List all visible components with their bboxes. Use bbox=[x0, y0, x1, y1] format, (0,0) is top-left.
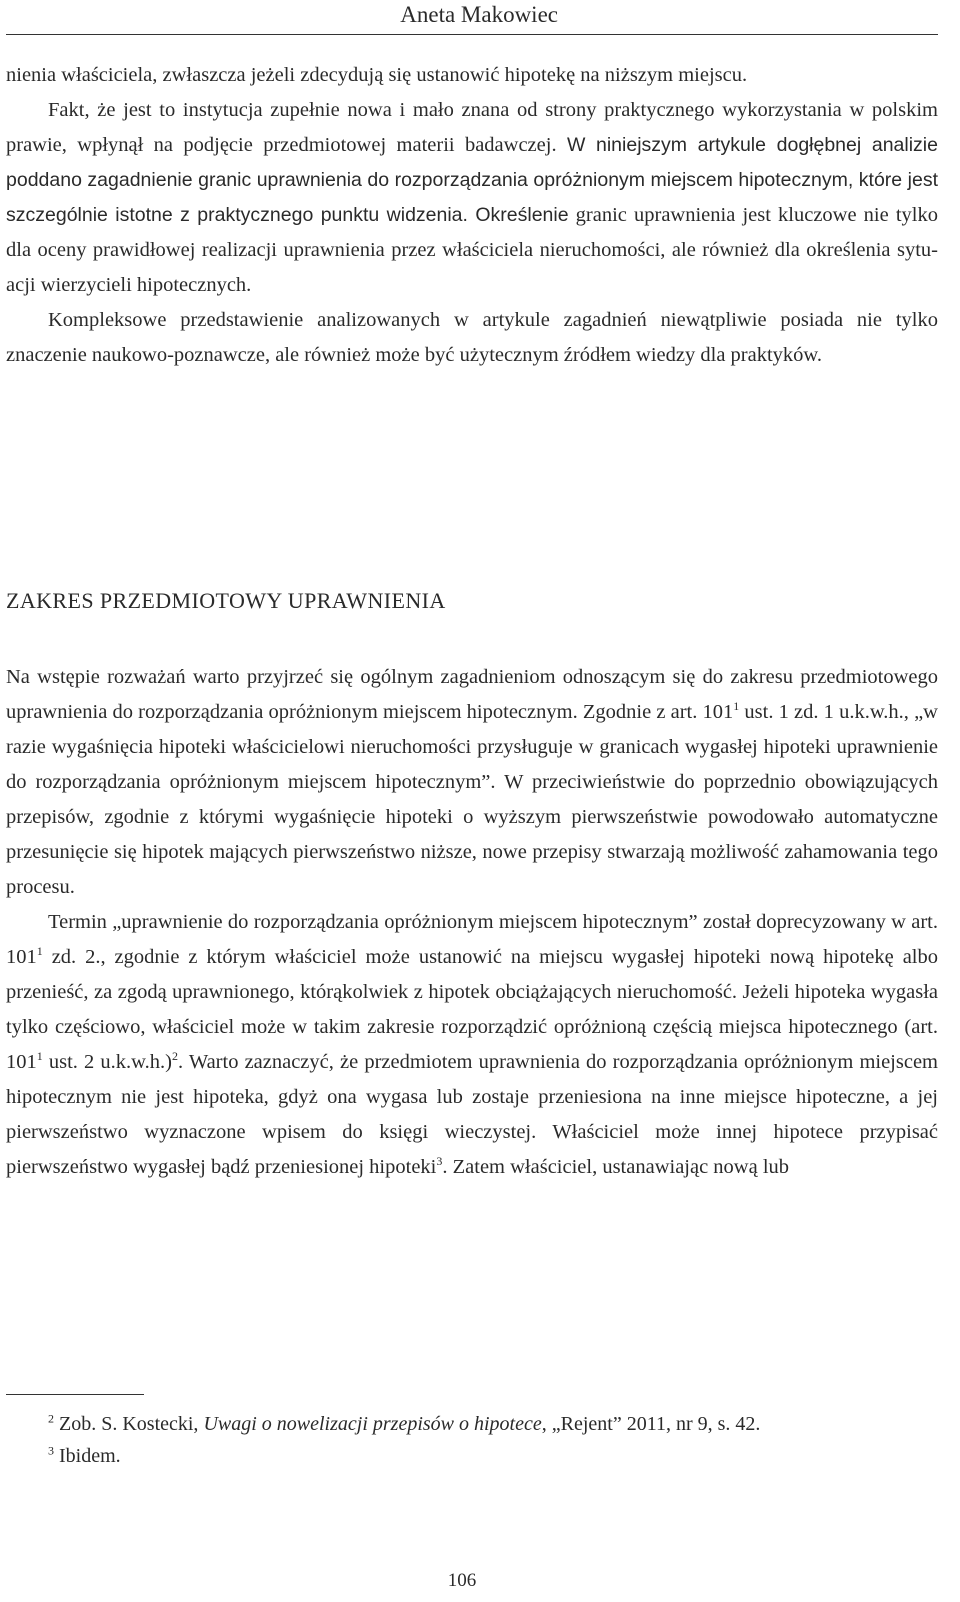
paragraph-4 bbox=[6, 660, 938, 905]
intro-text bbox=[6, 58, 938, 373]
footnote-2-number: 2 bbox=[48, 1411, 54, 1426]
section-heading: ZAKRES PRZEDMIOTOWY UPRAWNIENIA bbox=[6, 588, 446, 613]
paragraph-3: Kompleksowe przedstawienie analizowanych w artykule zagadnień niewątpliwie posiada nie tylko znaczenie naukowo-poznawcze, ale również może być użytecznym źródłem wiedzy dla praktyków. bbox=[6, 309, 938, 366]
paragraph-5-part-1: Termin „uprawnienie do rozporządzania opróżnionym miejscem hipotecznym” został doprecyzowany w art. 101 bbox=[6, 911, 938, 968]
paragraph-5-part-5: . Zatem właściciel, ustanawiając nową lub bbox=[442, 1156, 790, 1178]
paragraph-5-part-2: zd. 2., zgodnie z którym właściciel może ustanowić na miejscu wygasłej hipoteki nową hipotekę albo przenieść, za zgodą uprawnionego, którąkolwiek z hipotek obciążających nieruchomość. Jeżeli hipoteka wygasła tylko częściowo, właściciel może w takim zakresie rozporządzić opróżnioną częścią miejsca hipotecznego (art. 101 bbox=[6, 946, 938, 1073]
paragraph-1: nienia właściciela, zwłaszcza jeżeli zdecydują się ustanowić hipotekę na niższym miejscu. bbox=[6, 64, 748, 86]
page-number: 106 bbox=[447, 1570, 477, 1591]
footnote-3-number: 3 bbox=[48, 1443, 54, 1458]
superscript-1: 1 bbox=[733, 699, 740, 714]
paragraph-2-part-3: granic uprawnienia jest kluczowe nie tylko dla oceny prawidłowej realizacji uprawnienia przez właściciela nieruchomości, ale również dla określenia sytuacji wierzycieli hipotecznych. bbox=[6, 204, 938, 296]
footnote-2-part-2: , „Rejent” 2011, nr 9, s. 42. bbox=[541, 1413, 761, 1435]
paragraph-2-part-2: W niniejszym artykule dogłębnej analizie poddano zagadnienie granic uprawnienia do rozporządzania opróżnionym miejscem hipotecznym, które jest szczególnie istotne z praktycznego punktu widzenia. Określenie bbox=[6, 134, 938, 226]
footnote-2 bbox=[6, 1408, 938, 1440]
footnotes bbox=[6, 1408, 938, 1472]
section-text bbox=[6, 660, 938, 1185]
paragraph-5 bbox=[6, 905, 938, 1185]
footnote-ref-2[interactable]: 2 bbox=[171, 1049, 178, 1064]
paragraph-5-part-3: ust. 2 u.k.w.h.) bbox=[42, 1051, 172, 1073]
paragraph-2 bbox=[6, 93, 938, 303]
footnote-3-text: Ibidem. bbox=[54, 1445, 121, 1467]
footnote-3 bbox=[6, 1440, 938, 1472]
footnote-2-title: Uwagi o nowelizacji przepisów o hipotece bbox=[203, 1413, 542, 1435]
paragraph-5-part-4: . Warto zaznaczyć, że przedmiotem uprawnienia do rozporządzania opróżnionym miejscem hipotecznym nie jest hipoteka, gdyż ona wygasa lub zostaje przeniesiona na inne miejsce hipoteczne, a jej pierwszeństwo wyznaczone wpisem do księgi wieczystej. Właściciel może innej hipotece przypisać pierwszeństwo wygasłej bądź przeniesionej hipoteki bbox=[6, 1051, 938, 1178]
footnote-2-part-1: Zob. S. Kostecki, bbox=[54, 1413, 204, 1435]
superscript-3: 1 bbox=[36, 1049, 43, 1064]
paragraph-4-part-1: Na wstępie rozważań warto przyjrzeć się ogólnym zagadnieniom odnoszącym się do zakresu przedmiotowego uprawnienia do rozporządzania opróżnionym miejscem hipotecznym. Zgodnie z art. 101 bbox=[6, 666, 938, 723]
paragraph-2-part-1: Fakt, że jest to instytucja zupełnie nowa i mało znana od strony praktycznego wykorzystania w polskim prawie, wpłynął na podjęcie przedmiotowej materii badawczej. bbox=[6, 99, 938, 156]
header-rule bbox=[6, 34, 938, 35]
footnote-ref-3[interactable]: 3 bbox=[436, 1154, 443, 1169]
superscript-2: 1 bbox=[36, 944, 43, 959]
running-head: Aneta Makowiec bbox=[400, 2, 558, 27]
paragraph-4-part-2: ust. 1 zd. 1 u.k.w.h., „w razie wygaśnięcia hipoteki właścicielowi nieruchomości przysługuje w granicach wygasłej hipoteki uprawnienie do rozporządzania opróżnionym miejscem hipotecznym”. W przeciwieństwie do poprzednio obowiązujących przepisów, zgodnie z którymi wygaśnięcie hipoteki o wyższym pierwszeństwie powodowało automatyczne przesunięcie się hipotek mających pierwszeństwo niższe, nowe przepisy stwarzają możliwość zahamowania tego procesu. bbox=[6, 701, 938, 898]
page bbox=[6, 0, 938, 1602]
footnote-rule bbox=[6, 1394, 144, 1395]
